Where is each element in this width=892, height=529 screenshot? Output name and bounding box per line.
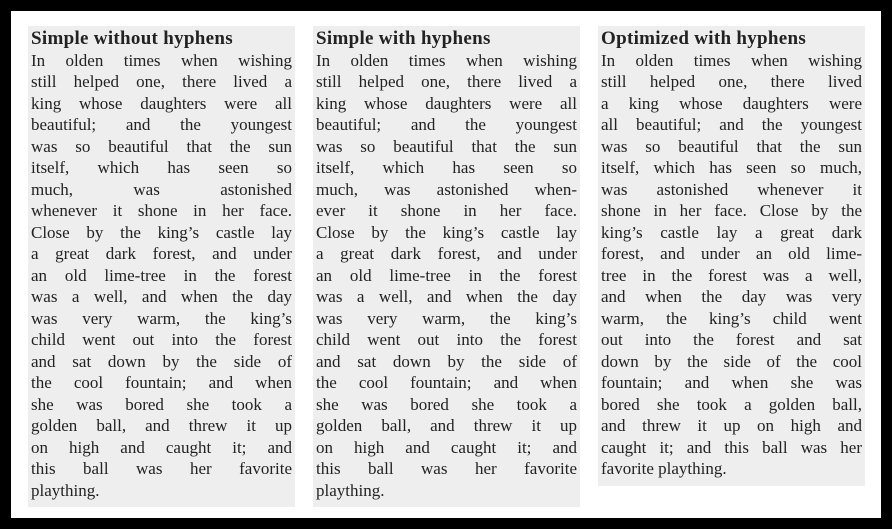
text-line: still helped one, there lived a (31, 72, 292, 91)
text-line: a king whose daughters were (601, 93, 862, 113)
text-line: whenever it shone in her face. (31, 201, 292, 220)
text-line: plaything. (316, 480, 385, 500)
text-line: favorite plaything. (601, 459, 727, 478)
text-line: she was bored she took a (31, 394, 292, 414)
text-line: was a well, and when the day (31, 287, 292, 306)
text-column (28, 26, 295, 507)
text-line: she was bored she took a (316, 394, 577, 414)
text-line: still helped one, there lived a (316, 72, 577, 91)
text-line: king whose daughters were all (316, 93, 577, 113)
text-line: king whose daughters were all (31, 93, 292, 113)
text-line: In olden times when wishing (31, 50, 292, 70)
text-line: Close by the king’s castle lay (316, 222, 577, 242)
text-line: Close by the king’s castle lay (31, 222, 292, 242)
text-line: and sat down by the side of (316, 351, 577, 371)
text-line: and when the day was very (601, 287, 862, 306)
text-line: much, was astonished when- (316, 179, 577, 199)
text-line: In olden times when wishing (316, 50, 577, 70)
text-line: itself, which has seen so (31, 158, 292, 177)
column-heading: Optimized with hyphens (601, 28, 807, 49)
text-line: itself, which has seen so (316, 158, 577, 177)
text-line: warm, the king’s child went (601, 308, 862, 328)
text-line: an old lime-tree in the forest (316, 265, 577, 285)
text-line: was very warm, the king’s (31, 308, 292, 328)
text-line: forest, and under an old lime- (601, 244, 862, 263)
text-line: out into the forest and sat (601, 330, 862, 349)
text-line: was astonished whenever it (601, 179, 862, 199)
text-column (598, 26, 865, 486)
text-line: all beautiful; and the youngest (601, 115, 862, 134)
text-line: much, was astonished (31, 179, 292, 199)
text-line: an old lime-tree in the forest (31, 265, 292, 285)
text-line: the cool fountain; and when (316, 373, 577, 392)
column-heading: Simple without hyphens (31, 28, 233, 49)
text-line: child went out into the forest (316, 330, 577, 349)
columns-container (28, 26, 865, 507)
text-line: on high and caught it; and (316, 437, 577, 457)
text-line: on high and caught it; and (31, 437, 292, 457)
text-line: child went out into the forest (31, 330, 292, 349)
text-line: bored she took a golden ball, (601, 394, 862, 414)
text-line: In olden times when wishing (601, 50, 862, 70)
text-line: golden ball, and threw it up (31, 416, 292, 435)
text-line: itself, which has seen so much, (601, 158, 862, 177)
text-line: shone in her face. Close by the (601, 201, 862, 220)
text-line: a great dark forest, and under (316, 244, 577, 263)
text-line: beautiful; and the youngest (31, 115, 292, 134)
text-line: beautiful; and the youngest (316, 115, 577, 134)
column-heading: Simple with hyphens (316, 28, 491, 49)
text-line: king’s castle lay a great dark (601, 222, 862, 242)
text-line: plaything. (31, 480, 100, 500)
text-line: this ball was her favorite (316, 459, 577, 478)
text-line: golden ball, and threw it up (316, 416, 577, 435)
text-line: this ball was her favorite (31, 459, 292, 478)
text-line: was a well, and when the day (316, 287, 577, 306)
text-line: still helped one, there lived (601, 72, 862, 91)
text-line: was very warm, the king’s (316, 308, 577, 328)
text-line: the cool fountain; and when (31, 373, 292, 392)
text-line: tree in the forest was a well, (601, 265, 862, 285)
text-line: fountain; and when she was (601, 373, 862, 392)
text-line: and sat down by the side of (31, 351, 292, 371)
text-line: ever it shone in her face. (316, 201, 577, 220)
text-line: down by the side of the cool (601, 351, 862, 371)
document-page (11, 11, 881, 518)
text-line: was so beautiful that the sun (316, 136, 577, 156)
text-line: a great dark forest, and under (31, 244, 292, 263)
text-line: was so beautiful that the sun (601, 136, 862, 156)
text-line: was so beautiful that the sun (31, 136, 292, 156)
text-column (313, 26, 580, 507)
text-line: and threw it up on high and (601, 416, 862, 435)
text-line: caught it; and this ball was her (601, 437, 862, 457)
